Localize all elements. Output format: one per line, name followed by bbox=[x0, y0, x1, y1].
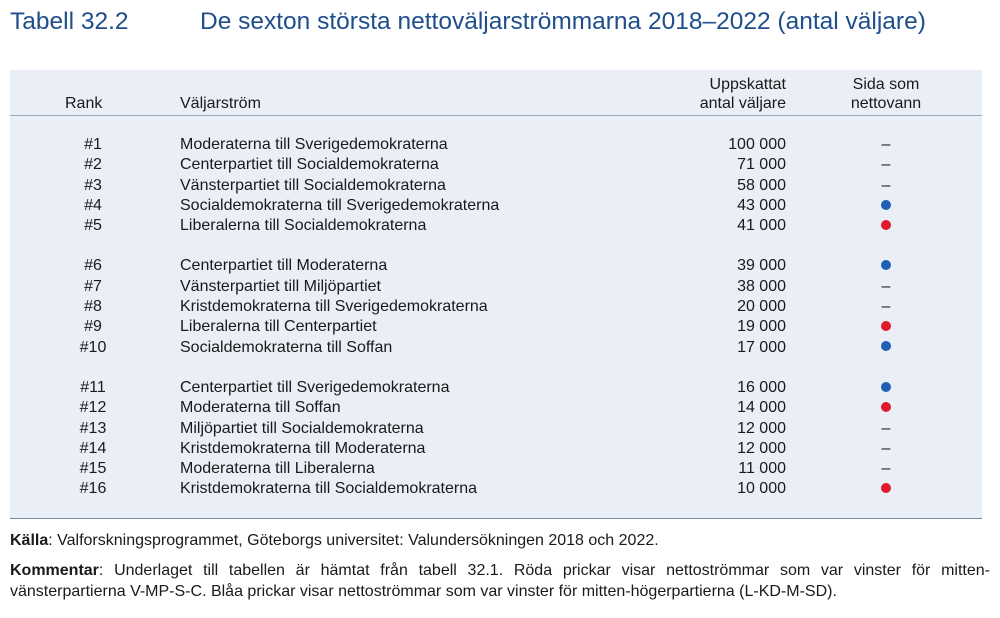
blue-dot-icon bbox=[881, 341, 891, 351]
cell-side bbox=[840, 317, 932, 337]
cell-flow: Vänsterpartiet till Socialdemokraterna bbox=[180, 176, 446, 194]
cell-voters: 100 000 bbox=[728, 136, 786, 153]
table-row bbox=[10, 155, 982, 175]
header-estimate-line2: antal väljare bbox=[699, 95, 786, 112]
cell-side bbox=[840, 459, 932, 479]
cell-side bbox=[840, 176, 932, 196]
table-row bbox=[10, 176, 982, 196]
cell-side bbox=[840, 277, 932, 297]
cell-rank: #16 bbox=[79, 480, 107, 498]
cell-rank: #4 bbox=[84, 196, 102, 214]
cell-side bbox=[840, 419, 932, 439]
red-dot-icon bbox=[881, 220, 891, 230]
red-dot-icon bbox=[881, 321, 891, 331]
cell-flow: Centerpartiet till Moderaterna bbox=[180, 257, 388, 275]
cell-voters: 10 000 bbox=[737, 480, 786, 498]
cell-flow: Kristdemokraterna till Sverigedemokraterna bbox=[180, 298, 488, 316]
dash-mark: – bbox=[881, 176, 891, 194]
table-row bbox=[10, 216, 982, 236]
table-row bbox=[10, 135, 982, 155]
cell-flow: Moderaterna till Liberalerna bbox=[180, 460, 375, 478]
header-flow: Väljarström bbox=[180, 95, 261, 112]
cell-flow: Centerpartiet till Sverigedemokraterna bbox=[180, 378, 450, 396]
table-row bbox=[10, 297, 982, 317]
table-bottom-divider bbox=[10, 518, 982, 519]
cell-rank: #8 bbox=[84, 298, 102, 316]
cell-voters: 41 000 bbox=[737, 217, 786, 235]
header-side bbox=[840, 75, 932, 113]
cell-rank: #2 bbox=[84, 156, 102, 174]
footer-comment bbox=[10, 560, 990, 602]
cell-rank: #11 bbox=[80, 378, 106, 396]
cell-flow: Liberalerna till Socialdemokraterna bbox=[180, 217, 427, 235]
cell-rank: #9 bbox=[84, 318, 102, 336]
header-rank: Rank bbox=[65, 95, 103, 112]
dash-mark: – bbox=[881, 460, 891, 478]
header-estimate-line1: Uppskattat bbox=[709, 76, 786, 93]
footer-comment-label: Kommentar bbox=[10, 562, 99, 579]
cell-flow: Socialdemokraterna till Sverigedemokraterna bbox=[180, 196, 500, 214]
cell-rank: #7 bbox=[84, 277, 102, 295]
cell-side bbox=[840, 256, 932, 276]
red-dot-icon bbox=[881, 402, 891, 412]
table-row bbox=[10, 419, 982, 439]
table-row bbox=[10, 378, 982, 398]
table-row bbox=[10, 277, 982, 297]
cell-flow: Vänsterpartiet till Miljöpartiet bbox=[180, 277, 381, 295]
cell-flow: Kristdemokraterna till Moderaterna bbox=[180, 439, 426, 457]
footer-source-label: Källa bbox=[10, 532, 49, 549]
cell-side bbox=[840, 297, 932, 317]
cell-flow: Miljöpartiet till Socialdemokraterna bbox=[180, 419, 424, 437]
cell-flow: Centerpartiet till Socialdemokraterna bbox=[180, 156, 439, 174]
cell-side bbox=[840, 196, 932, 216]
dash-mark: – bbox=[881, 136, 891, 153]
cell-voters: 20 000 bbox=[737, 298, 786, 316]
cell-voters: 43 000 bbox=[737, 196, 786, 214]
cell-voters: 58 000 bbox=[737, 176, 786, 194]
table-row bbox=[10, 196, 982, 216]
table-title-bar bbox=[10, 8, 990, 44]
table-panel bbox=[10, 70, 982, 518]
cell-flow: Kristdemokraterna till Socialdemokraterna bbox=[180, 480, 478, 498]
cell-rank: #5 bbox=[84, 217, 102, 235]
table-row bbox=[10, 338, 982, 358]
cell-voters: 39 000 bbox=[737, 257, 786, 275]
cell-side bbox=[840, 479, 932, 499]
row-group bbox=[10, 378, 982, 500]
cell-flow: Moderaterna till Sverigedemokraterna bbox=[180, 136, 448, 153]
cell-rank: #14 bbox=[79, 439, 107, 457]
blue-dot-icon bbox=[881, 260, 891, 270]
cell-voters: 71 000 bbox=[737, 156, 786, 174]
cell-flow: Socialdemokraterna till Soffan bbox=[180, 338, 393, 356]
blue-dot-icon bbox=[881, 200, 891, 210]
table-row bbox=[10, 479, 982, 499]
cell-voters: 11 000 bbox=[738, 460, 786, 478]
footer-source-text: : Valforskningsprogrammet, Göteborgs universitet: Valundersökningen 2018 och 2022. bbox=[48, 532, 659, 549]
cell-side bbox=[840, 398, 932, 418]
header-estimate bbox=[700, 75, 786, 113]
cell-voters: 38 000 bbox=[737, 277, 786, 295]
cell-voters: 12 000 bbox=[737, 419, 786, 437]
table-title: De sexton största nettoväljarströmmarna 2018–2022 (antal väljare) bbox=[200, 8, 926, 35]
cell-rank: #12 bbox=[79, 399, 107, 417]
cell-flow: Moderaterna till Soffan bbox=[180, 399, 341, 417]
red-dot-icon bbox=[881, 483, 891, 493]
cell-rank: #10 bbox=[79, 338, 107, 356]
cell-voters: 16 000 bbox=[737, 378, 786, 396]
table-body bbox=[10, 135, 982, 520]
cell-voters: 19 000 bbox=[737, 318, 786, 336]
dash-mark: – bbox=[881, 419, 891, 437]
cell-side bbox=[840, 439, 932, 459]
cell-rank: #15 bbox=[79, 460, 107, 478]
table-number: Tabell 32.2 bbox=[10, 8, 129, 35]
footer-comment-text: : Underlaget till tabellen är hämtat från tabell 32.1. Röda prickar visar nettoströmmar som var vinster för mitten-vänsterpartierna V-MP-S-C. Blåa prickar visar nettoströmmar som var vinster för mitten-högerpartierna (L-KD-M-SD). bbox=[10, 562, 990, 600]
table-row bbox=[10, 439, 982, 459]
cell-side bbox=[840, 155, 932, 175]
table-row bbox=[10, 317, 982, 337]
header-side-line1: Sida som bbox=[852, 76, 920, 93]
cell-rank: #13 bbox=[79, 419, 107, 437]
dash-mark: – bbox=[881, 156, 891, 174]
cell-rank: #1 bbox=[84, 136, 102, 153]
cell-flow: Liberalerna till Centerpartiet bbox=[180, 318, 377, 336]
table-row bbox=[10, 398, 982, 418]
cell-voters: 12 000 bbox=[737, 439, 786, 457]
table-row bbox=[10, 256, 982, 276]
dash-mark: – bbox=[881, 298, 891, 316]
dash-mark: – bbox=[881, 439, 891, 457]
cell-side bbox=[840, 135, 932, 155]
dash-mark: – bbox=[881, 277, 891, 295]
cell-voters: 14 000 bbox=[737, 399, 786, 417]
footer-source bbox=[10, 530, 990, 551]
cell-side bbox=[840, 378, 932, 398]
cell-voters: 17 000 bbox=[737, 338, 786, 356]
header-divider bbox=[10, 115, 982, 116]
header-side-line2: nettovann bbox=[850, 95, 922, 112]
cell-rank: #6 bbox=[84, 257, 102, 275]
cell-rank: #3 bbox=[84, 176, 102, 194]
blue-dot-icon bbox=[881, 382, 891, 392]
row-group bbox=[10, 135, 982, 236]
row-group bbox=[10, 256, 982, 357]
table-row bbox=[10, 459, 982, 479]
cell-side bbox=[840, 338, 932, 358]
cell-side bbox=[840, 216, 932, 236]
